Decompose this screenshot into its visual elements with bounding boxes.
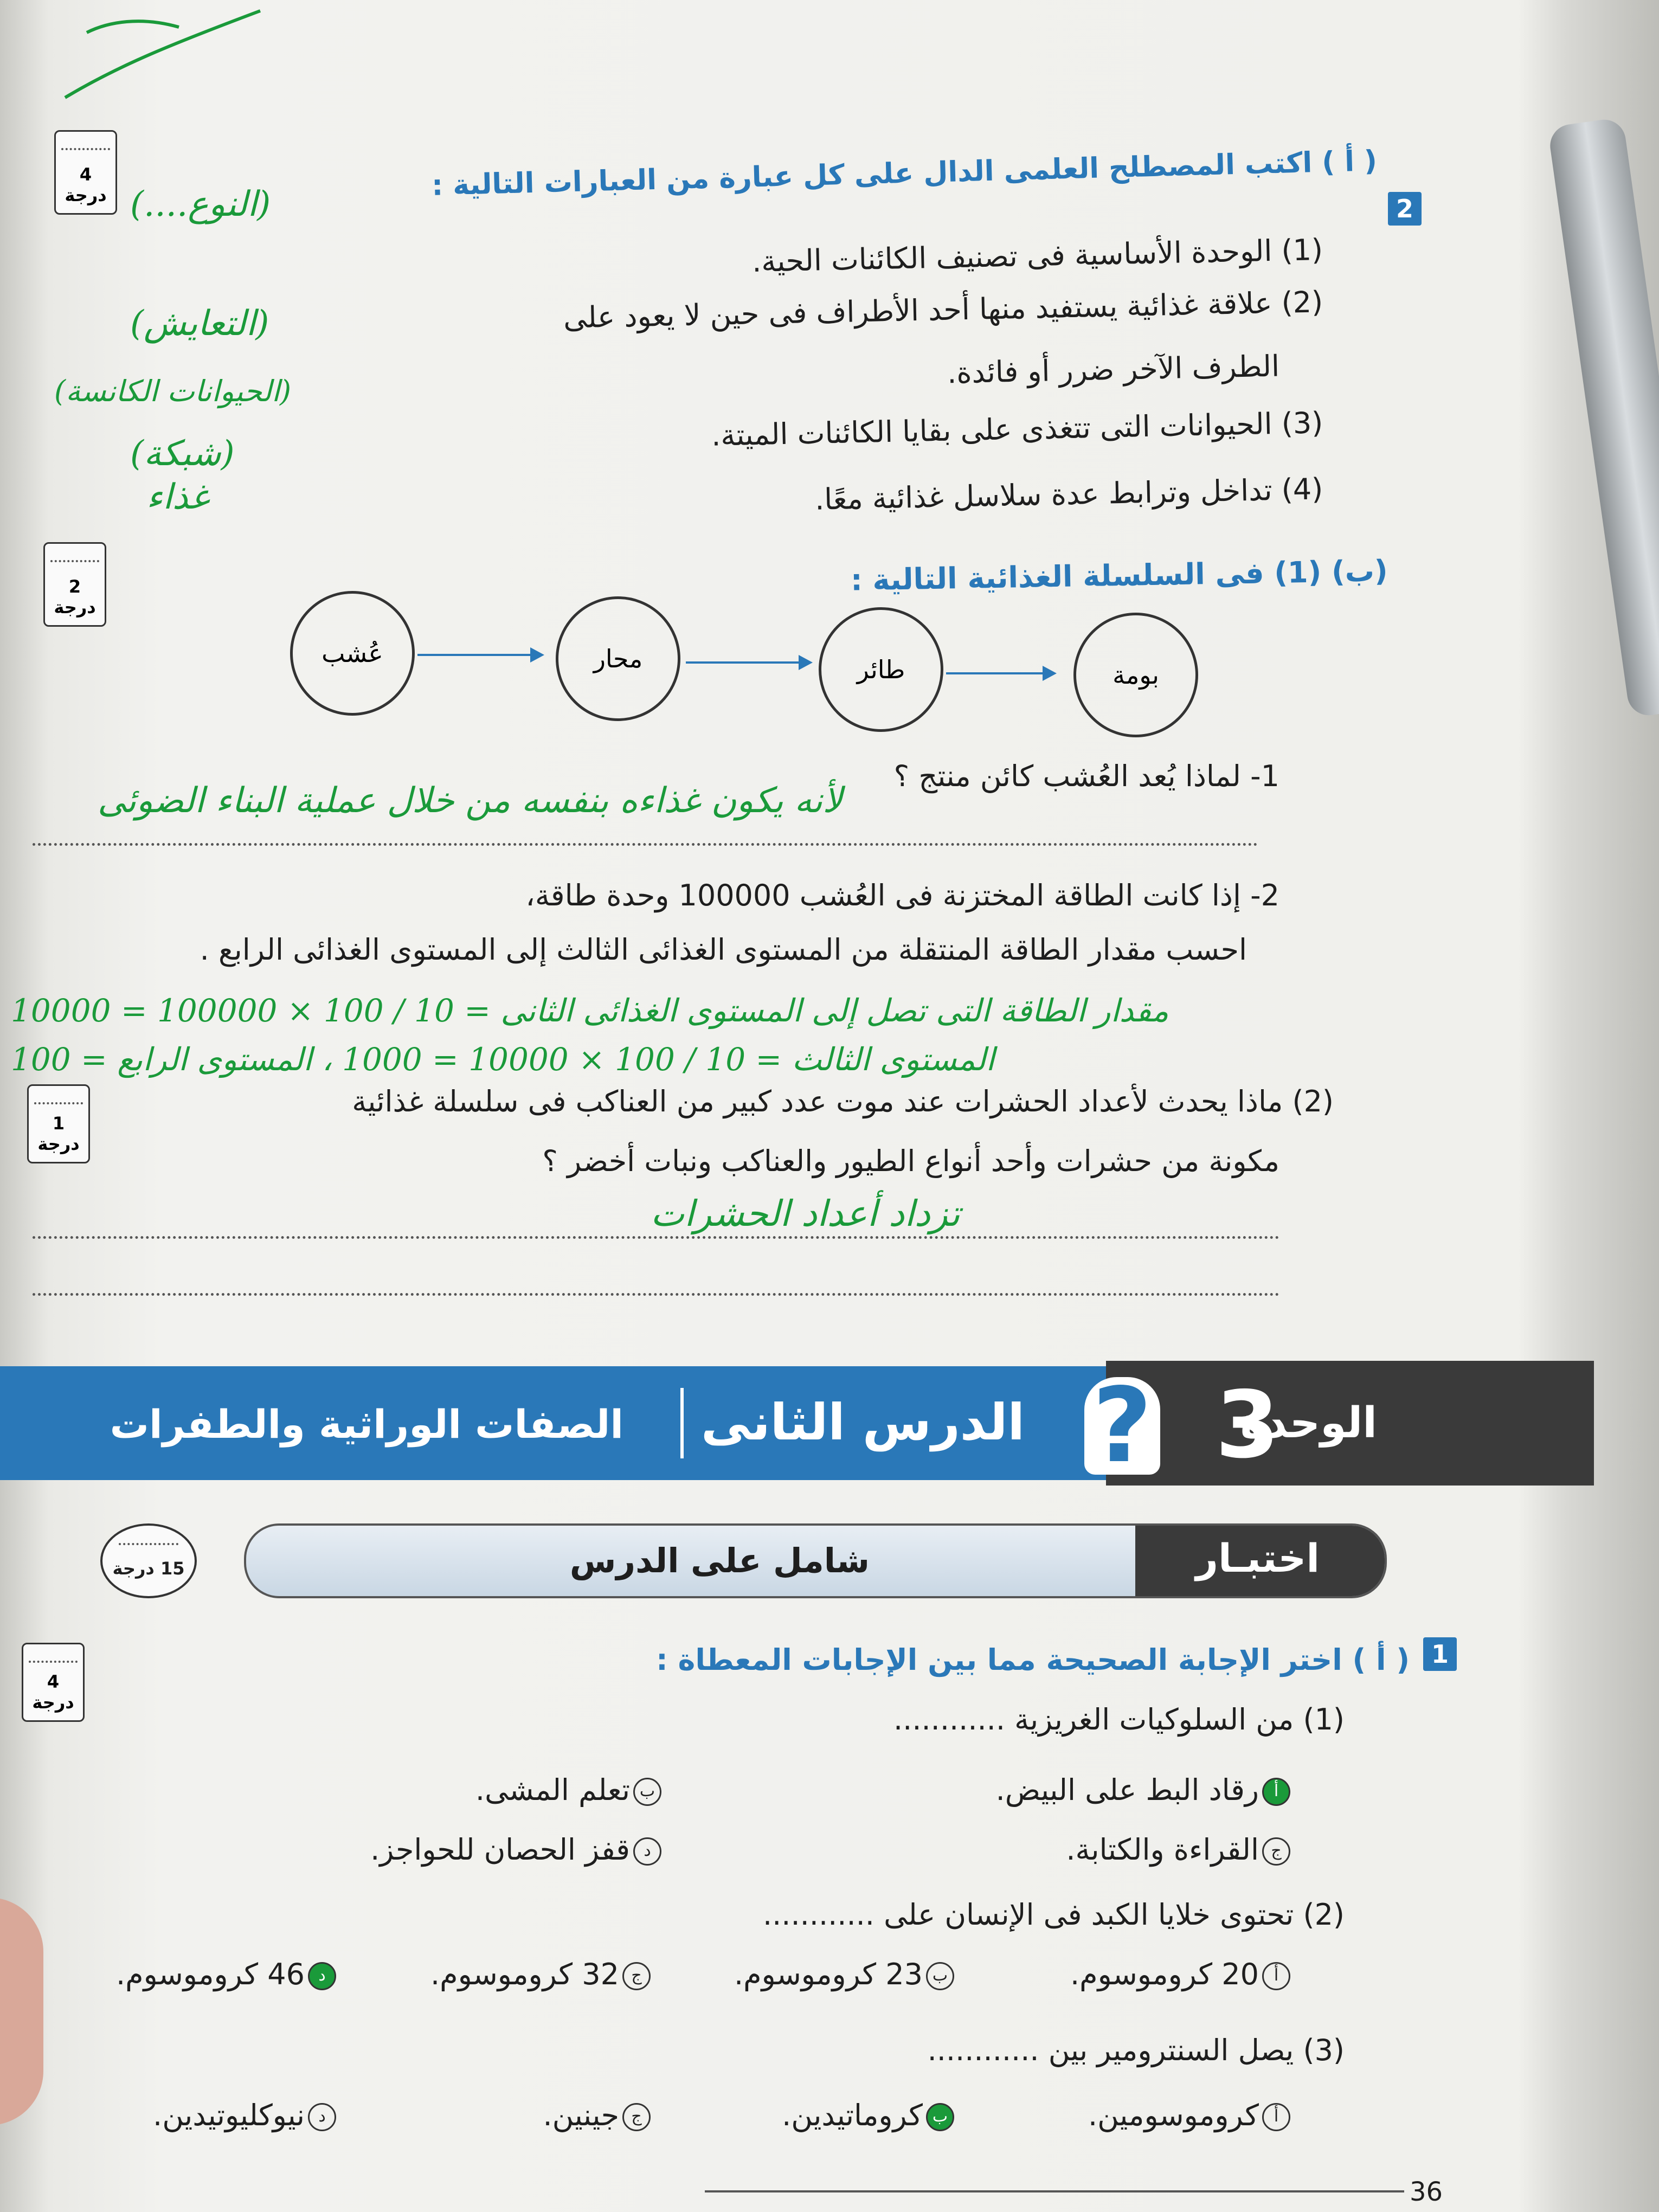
handwritten-answer: غذاء xyxy=(146,477,209,517)
answer-option[interactable]: أكروموسومين. xyxy=(1088,2098,1290,2132)
lesson-title: الدرس الثانى xyxy=(701,1393,1025,1451)
food-chain-node: محار xyxy=(556,596,680,721)
grade-box: 4 درجة xyxy=(22,1643,85,1722)
handwritten-answer: تزداد أعداد الحشرات xyxy=(651,1193,960,1234)
handwritten-answer: (التعايش) xyxy=(130,304,269,344)
handwritten-answer: المستوى الثالث = 10 / 100 × 10000 = 1000 ، المستوى الرابع = 100 xyxy=(11,1041,995,1078)
answer-option[interactable]: ج32 كروموسوم. xyxy=(430,1957,651,1991)
unit-number: 3 xyxy=(1215,1372,1279,1479)
sub-question: (2) ماذا يحدث لأعداد الحشرات عند موت عدد كبير من العناكب فى سلسلة غذائية xyxy=(352,1084,1334,1118)
food-chain-arrow xyxy=(946,672,1054,674)
question-item: (2) تحتوى خلايا الكبد فى الإنسان على ............ xyxy=(762,1898,1345,1932)
answer-line xyxy=(33,843,1258,846)
test-label: اختبـار xyxy=(1195,1535,1320,1581)
handwritten-answer: مقدار الطاقة التى تصل إلى المستوى الغذائى الثانى = 10 / 100 × 100000 = 10000 xyxy=(11,992,1169,1029)
handwritten-answer: (الحيوانات الكانسة) xyxy=(54,374,292,408)
food-chain-arrow xyxy=(417,654,542,656)
thumb xyxy=(0,1898,43,2125)
question-item: (3) الحيوانات التى تتغذى على بقايا الكائنات الميتة. xyxy=(711,406,1323,453)
pen xyxy=(1547,117,1659,718)
food-chain-arrow xyxy=(686,661,811,664)
answer-line xyxy=(33,1236,1279,1239)
test-bar xyxy=(244,1523,1387,1598)
lesson-banner: ? الوحدة 3 الدرس الثانى الصفات الوراثية والطفرات xyxy=(0,1361,1605,1486)
question-item: (1) الوحدة الأساسية فى تصنيف الكائنات الحية. xyxy=(751,232,1323,279)
question-item: (4) تداخل وترابط عدة سلاسل غذائية معًا. xyxy=(814,472,1323,517)
question-title: ( أ ) اكتب المصطلح العلمى الدال على كل عبارة من العبارات التالية : xyxy=(431,145,1378,202)
footer-rule xyxy=(705,2190,1404,2192)
grade-box: 4 درجة xyxy=(54,130,117,215)
sub-question: مكونة من حشرات وأحد أنواع الطيور والعناكب ونبات أخضر ؟ xyxy=(542,1144,1279,1178)
question-item: (1) من السلوكيات الغريزية ............ xyxy=(893,1702,1345,1737)
handwritten-answer: (شبكة) xyxy=(130,434,235,474)
test-grade-circle: 15 درجة xyxy=(100,1523,197,1598)
handwritten-answer: لأنه يكون غذاءه بنفسه من خلال عملية البناء الضوئى xyxy=(98,781,843,821)
question-number: 2 xyxy=(1388,192,1422,226)
answer-line xyxy=(33,1293,1279,1296)
banner-divider xyxy=(680,1388,684,1458)
food-chain-node: بومة xyxy=(1073,613,1198,737)
answer-option[interactable]: بكروماتيدين. xyxy=(782,2098,954,2132)
sub-question: احسب مقدار الطاقة المنتقلة من المستوى الغذائى الثالث إلى المستوى الغذائى الرابع . xyxy=(200,933,1247,967)
question-item: (2) علاقة غذائية يستفيد منها أحد الأطراف فى حين لا يعود على xyxy=(563,285,1323,335)
unit-label: الوحدة xyxy=(1240,1399,1377,1448)
page-number: 36 xyxy=(1410,2177,1443,2207)
answer-option[interactable]: ب23 كروموسوم. xyxy=(734,1957,954,1991)
handwritten-answer: (النوع....) xyxy=(130,184,271,224)
pen-scribble xyxy=(54,0,282,108)
answer-option[interactable]: دنيوكليوتيدين. xyxy=(153,2098,336,2132)
answer-option[interactable]: دقفز الحصان للحواجز. xyxy=(370,1832,661,1867)
question-item: الطرف الآخر ضرر أو فائدة. xyxy=(947,349,1280,390)
answer-option[interactable]: د46 كروموسوم. xyxy=(116,1957,336,1991)
answer-option[interactable]: أ20 كروموسوم. xyxy=(1070,1957,1290,1991)
question-title: ( أ ) اختر الإجابة الصحيحة مما بين الإجابات المعطاة : xyxy=(656,1643,1410,1677)
grade-box: 2 درجة xyxy=(43,542,106,627)
answer-option[interactable]: ججينين. xyxy=(543,2098,651,2132)
grade-box: 1 درجة xyxy=(27,1084,90,1163)
test-subtitle: شامل على الدرس xyxy=(569,1541,870,1580)
answer-option[interactable]: بتعلم المشى. xyxy=(475,1773,661,1807)
lesson-topic: الصفات الوراثية والطفرات xyxy=(110,1401,623,1447)
sub-question: 2- إذا كانت الطاقة المختزنة فى العُشب 100000 وحدة طاقة، xyxy=(525,878,1279,912)
section-b-title: (ب) (1) فى السلسلة الغذائية التالية : xyxy=(850,554,1388,597)
question-number: 1 xyxy=(1423,1637,1457,1671)
answer-option[interactable]: أرقاد البط على البيض. xyxy=(996,1773,1290,1807)
food-chain-node: طائر xyxy=(819,607,943,732)
answer-option[interactable]: جالقراءة والكتابة. xyxy=(1066,1832,1290,1867)
food-chain-node: عُشب xyxy=(290,591,415,716)
sub-question: 1- لماذا يُعد العُشب كائن منتج ؟ xyxy=(893,759,1279,793)
question-item: (3) يصل السنترومير بين ............ xyxy=(927,2033,1345,2067)
